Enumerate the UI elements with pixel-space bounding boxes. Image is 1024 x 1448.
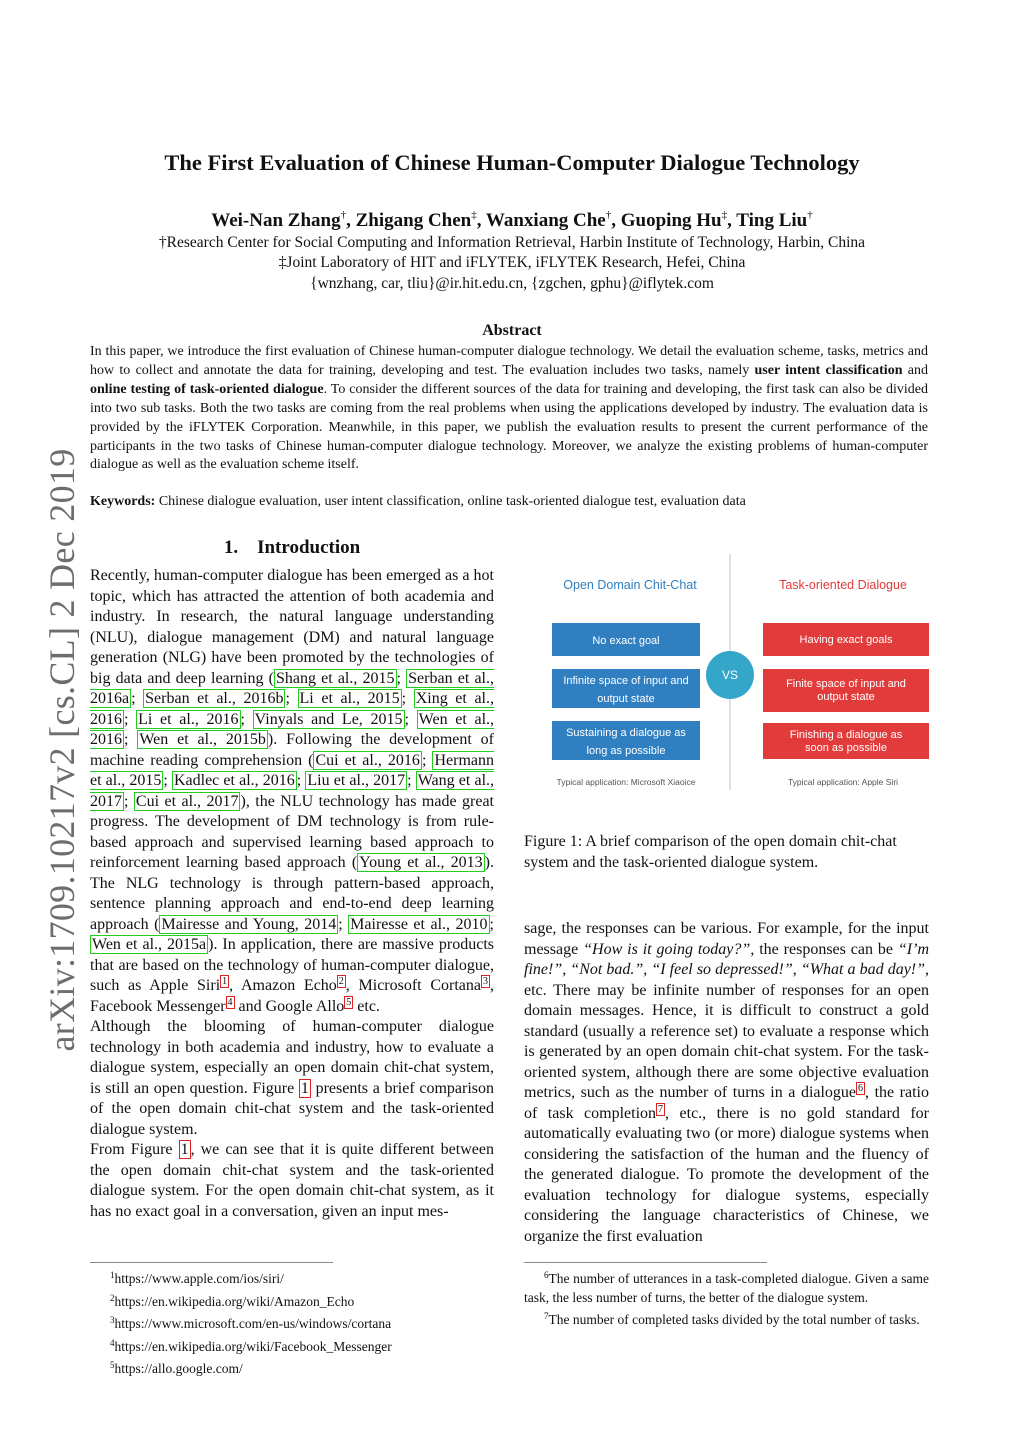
citation-link[interactable]: Wen et al., 2015b	[139, 731, 266, 748]
comparison-figure	[524, 552, 929, 794]
left-typical-application: Typical application: Microsoft Xiaoice	[556, 777, 696, 787]
footnote-link[interactable]: 3	[483, 976, 488, 987]
footnote: $^6$The number of utterances in a task-completed dialogue. Given a same task, the less number of turns, the better of the dialogue system.	[524, 1270, 929, 1305]
right-column-title: Task-oriented Dialogue	[779, 578, 907, 592]
citation-link[interactable]: Kadlec et al., 2016	[173, 772, 295, 789]
box-label: No exact goal	[592, 635, 660, 647]
footnote: $^7$The number of completed tasks divided by the total number of tasks.	[544, 1311, 920, 1327]
footnote-rule	[90, 1262, 333, 1263]
affil-mark: †	[605, 209, 612, 221]
right-paragraph: sage, the responses can be various. For example, for the input message “How is it going today?”, the responses can be “I’m fine!”, “Not bad.”, “I feel so depressed!”, “What a bad day!”, etc. There may be infinite number of responses for an open domain messages. Hence, it is difficult to construct a gold standard (usually a reference set) to evaluate a response which is generated by an open domain chit-chat system. For the task-oriented system, although there are some objective evaluation metrics, such as the number of turns in a dialogue $^6$ , the ratio of task completion $^7$ , etc., there is no gold standard for automatically evaluating two (or more) dialogue systems when considering the satisfaction of the human and the fluency of the generated dialogue. To promote the development of the evaluation technology for dialogue systems, especially considering the language characteristics of Chinese, we organize the first evaluation	[524, 920, 930, 1245]
citation-link[interactable]: Cui et al., 2016	[315, 751, 420, 769]
footnote: $^2$https://en.wikipedia.org/wiki/Amazon_Echo	[110, 1292, 355, 1309]
citation-link[interactable]: Wang et al., 2017	[90, 772, 495, 810]
author-name: Wei-Nan Zhang	[211, 210, 341, 231]
left-column-title: Open Domain Chit-Chat	[563, 578, 697, 592]
citation-link[interactable]: Wen et al., 2016	[90, 710, 495, 748]
author-name: Wanxiang Che	[485, 210, 606, 231]
affil-mark: ‡	[471, 209, 477, 221]
footnotes-right	[524, 1266, 929, 1329]
author-emails: {wnzhang, car, tliu}@ir.hit.edu.cn, {zgchen, gphu}@iflytek.com	[310, 275, 714, 292]
citation-link[interactable]: Mairesse et al., 2010	[350, 915, 488, 933]
section-heading: 1. Introduction	[223, 537, 361, 558]
box-label: output state	[817, 691, 875, 703]
affil-mark: ‡	[721, 209, 728, 221]
box-label: Finishing a dialogue as	[789, 729, 903, 741]
box-label: soon as possible	[805, 742, 887, 754]
footnote: $^3$https://www.microsoft.com/en-us/windows/cortana	[110, 1315, 392, 1331]
footnote-link[interactable]: 4	[227, 996, 233, 1008]
figure-caption: Figure 1: A brief comparison of the open domain chit-chat system and the task-oriented dialogue system.	[524, 833, 897, 871]
figure-link[interactable]: 1	[180, 1141, 189, 1158]
box-label: Finite space of input and	[786, 678, 906, 690]
footnote: $^1$https://www.apple.com/ios/siri/	[110, 1270, 284, 1286]
footnotes-left	[110, 1266, 510, 1379]
citation-link[interactable]: Mairesse and Young, 2014	[161, 915, 337, 933]
arxiv-identifier: arXiv:1709.10217v2 [cs.CL] 2 Dec 2019	[42, 448, 82, 1052]
citation-link[interactable]: Cui et al., 2017	[135, 792, 239, 810]
citation-link[interactable]: Young et al., 2013	[359, 854, 483, 871]
affil-mark: †	[340, 209, 347, 221]
citation-link[interactable]: Liu et al., 2017	[307, 772, 406, 789]
footnote-link[interactable]: 7	[658, 1103, 664, 1115]
citation-link[interactable]: Hermann et al., 2015	[90, 751, 494, 789]
citation-link[interactable]: Li et al., 2015	[299, 690, 400, 707]
footnote-rule	[524, 1262, 767, 1263]
figure-link[interactable]: 1	[300, 1079, 309, 1097]
footnote-link[interactable]: 1	[222, 976, 228, 987]
footnote-link[interactable]: 6	[858, 1083, 864, 1094]
citation-link[interactable]: Vinyals and Le, 2015	[254, 710, 403, 728]
citation-link[interactable]: Shang et al., 2015	[275, 669, 395, 687]
keywords: Keywords: Chinese dialogue evaluation, user intent classification, online task-oriented dialogue test, evaluation data	[90, 494, 746, 509]
footnote-link[interactable]: 5	[346, 996, 352, 1008]
affil-mark: †	[807, 209, 813, 221]
vs-label: VS	[721, 668, 739, 682]
citation-link[interactable]: Li et al., 2016	[138, 710, 239, 728]
affiliation-1: †Research Center for Social Computing and Information Retrieval, Harbin Institute of Technology, Harbin, China	[158, 234, 866, 251]
intro-paragraph-1: Recently, human-computer dialogue has been emerged as a hot topic, which has attracted the attention of both academia and industry. In research, the natural language understanding (NLU), dialogue management (DM) and natural language generation (NLG) have been promoted by the technologies of big data and deep learning ( Shang et al., 2015 ; Serban et al., 2016a ; Serban et al., 2016b ; Li et al., 2015 ; Xing et al., 2016 ; Li et al., 2016 ; Vinyals and Le, 2015 ; Wen et al., 2016 ; Wen et al., 2015b ). Following the development of machine reading comprehension ( Cui et al., 2016 ; Hermann et al., 2015 ; Kadlec et al., 2016 ; Liu et al., 2017 ; Wang et al., 2017 ; Cui et al., 2017 ), the NLU technology has made great progress. The development of DM technology is from rule-based approach and supervised learning based approach to reinforcement learning based approach ( Young et al., 2013 ). The NLG technology is through pattern-based approach, sentence planning approach and end-to-end deep learning approach ( Mairesse and Young, 2014 ; Mairesse et al., 2010 ; Wen et al., 2015a ). In application, there are massive products that are based on the technology of human-computer dialogue, such as Apple Siri $^1$ , Amazon Echo $^2$ , Microsoft Cortana $^3$ , Facebook Messenger $^4$ and Google Allo $^5$ etc.	[90, 567, 495, 1015]
citation-link[interactable]: Xing et al., 2016	[90, 690, 494, 728]
right-typical-application: Typical application: Apple Siri	[787, 777, 899, 787]
box-label: output state	[597, 693, 655, 705]
left-column-text	[90, 566, 494, 1222]
citation-link[interactable]: Serban et al., 2016a	[90, 669, 494, 707]
intro-paragraph-3: From Figure 1 , we can see that it is quite different between the open domain chit-chat system and the task-oriented dialogue system. For the open domain chit-chat system, as it has no exact goal in a conversation, given an input mes-	[90, 1141, 494, 1220]
abstract-body: In this paper, we introduce the first evaluation of Chinese human-computer dialogue technology. We detail the evaluation scheme, tasks, metrics and how to collect and annotate the data for training, developing and test. The evaluation includes two tasks, namely user intent classification and online testing of task-oriented dialogue. To consider the different sources of the data for training and developing, the first task can also be divided into two sub tasks. Both the two tasks are coming from the real problems when using the applications developed by industry. The evaluation data is provided by the iFLYTEK Corporation. Meanwhile, in this paper, we publish the evaluation results to present the current performance of the participants in the two tasks of Chinese human-computer dialogue technology. Moreover, we analyze the existing problems of human-computer dialogue as well as the evaluation scheme itself.	[90, 344, 929, 473]
abstract-heading: Abstract	[482, 322, 542, 339]
box-label: Sustaining a dialogue as	[566, 727, 686, 739]
citation-link[interactable]: Serban et al., 2016b	[145, 690, 284, 707]
footnote-link[interactable]: 2	[338, 976, 344, 987]
author-name: Ting Liu	[736, 210, 808, 231]
right-column-text	[524, 919, 929, 1247]
affiliation-2: ‡Joint Laboratory of HIT and iFLYTEK, iFLYTEK Research, Hefei, China	[278, 254, 746, 271]
intro-paragraph-2: Although the blooming of human-computer dialogue technology in both academia and industry, how to evaluate a dialogue system, especially an open domain chit-chat system, is still an open question. Figure 1 presents a brief comparison of the open domain chit-chat system and the task-oriented dialogue system.	[90, 1018, 494, 1138]
box-label: long as possible	[586, 745, 666, 757]
paper-title: The First Evaluation of Chinese Human-Computer Dialogue Technology	[164, 150, 860, 175]
citation-link[interactable]: Wen et al., 2015a	[92, 936, 207, 953]
footnote: $^5$https://allo.google.com/	[110, 1360, 243, 1376]
author-name: Zhigang Chen	[355, 210, 472, 231]
box-label: Infinite space of input and	[563, 675, 689, 687]
footnote: $^4$https://en.wikipedia.org/wiki/Facebook_Messenger	[110, 1337, 392, 1354]
author-list: Wei-Nan Zhang†, Zhigang Chen‡, Wanxiang Che†, Guoping Hu‡, Ting Liu†	[211, 209, 813, 231]
box-label: Having exact goals	[799, 634, 893, 646]
author-name: Guoping Hu	[620, 210, 722, 231]
